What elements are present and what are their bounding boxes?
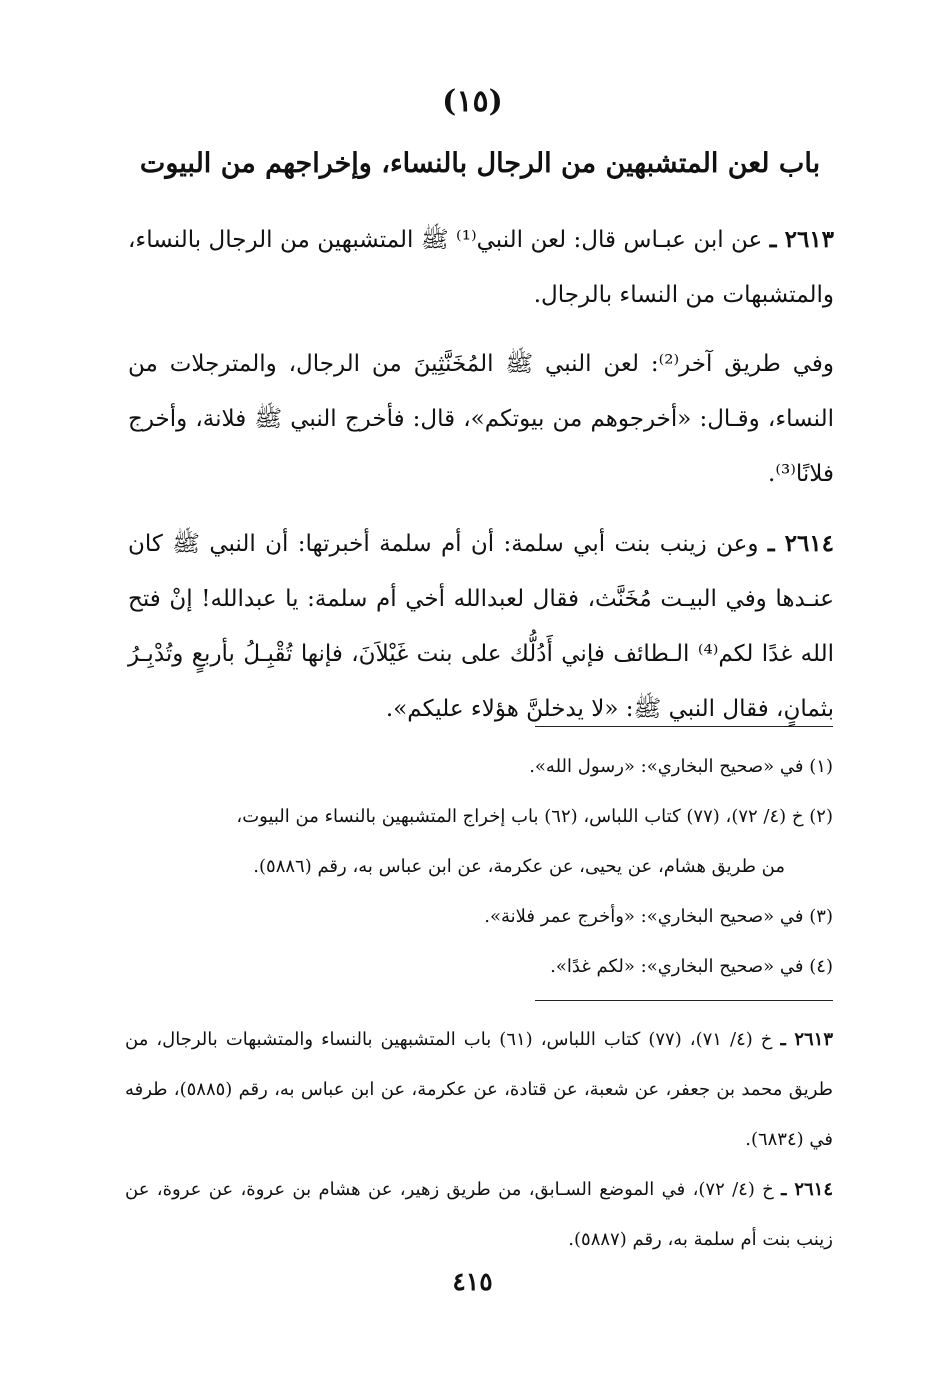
hadith-text: وعن زينب بنت أبي سلمة: أن أم سلمة أخبرتها: أن النبي ﷺ كان عنـدها وفي البيـت مُخَنَّث، فقال لعبدالله أخي أم سلمة: يا عبدالله! إنْ فتح الله غدًا لكم⁽⁴⁾ الـطائف فإني أَدُلُّك على بنت غَيْلاَنَ، فإنها تُقْبِـلُ بأربعٍ وتُدْبِـرُ بثمانٍ، فقال النبي ﷺ: «لا يدخلنَّ هؤلاء عليكم».: [128, 531, 834, 722]
hadith-number: ٢٦١٤ ـ: [767, 530, 835, 557]
footnote-divider: [535, 726, 833, 727]
footnote-text: في «صحيح البخاري»: «لكم غدًا».: [550, 956, 804, 977]
footnote-text: خ (٤/ ٧٢)، (٧٧) كتاب اللباس، (٦٢) باب إخراج المتشبهين بالنساء من البيوت،: [236, 806, 804, 827]
hadith-2613: [128, 212, 834, 323]
footnotes: [130, 742, 833, 992]
footnote-text: في «صحيح البخاري»: «رسول الله».: [529, 756, 804, 777]
footnote-marker: (٢): [809, 806, 833, 827]
hadith-text: عن ابن عبـاس قال: لعن النبي⁽¹⁾ ﷺ المتشبهين من الرجال بالنساء، والمتشبهات من النساء بالرجال.: [128, 227, 834, 308]
reference-2613: [125, 1015, 833, 1165]
hadith-2614: [128, 516, 834, 737]
hadith-references: [125, 1015, 833, 1265]
footnote-text: في «صحيح البخاري»: «وأخرج عمر فلانة».: [484, 906, 804, 927]
references-divider: [535, 1000, 833, 1001]
footnote-1: [130, 742, 833, 792]
footnote-3: [130, 892, 833, 942]
footnote-2: [130, 792, 833, 892]
hadith-2613-other-route: [128, 337, 834, 502]
footnote-marker: (٣): [809, 906, 833, 927]
footnote-continuation: من طريق هشام، عن يحيى، عن عكرمة، عن ابن عباس به، رقم (٥٨٨٦).: [253, 856, 785, 877]
reference-2614: [125, 1165, 833, 1265]
chapter-number: (١٥): [442, 84, 503, 119]
footnote-4: [130, 942, 833, 992]
hadith-text: وفي طريق آخر⁽²⁾: لعن النبي ﷺ المُخَنَّثِينَ من الرجال، والمترجلات من النساء، وقـال: «أخرجوهم من بيوتكم»، قال: فأخرج النبي ﷺ فلانة، وأخرج فلانًا⁽³⁾.: [128, 351, 835, 487]
hadith-body: [128, 212, 834, 751]
reference-number: ٢٦١٤ ـ: [781, 1179, 833, 1200]
page-number: ٤١٥: [452, 1267, 493, 1296]
footnote-marker: (١): [809, 756, 833, 777]
reference-text: خ (٤/ ٧٢)، في الموضع السـابق، من طريق زهير، عن هشام بن عروة، عن عروة، عن زينب بنت أم سلمة به، رقم (٥٨٨٧).: [125, 1179, 833, 1250]
hadith-number: ٢٦١٣ ـ: [769, 226, 835, 253]
chapter-title: باب لعن المتشبهين من الرجال بالنساء، وإخراجهم من البيوت: [139, 148, 821, 179]
footnote-marker: (٤): [809, 956, 833, 977]
reference-number: ٢٦١٣ ـ: [780, 1029, 833, 1050]
reference-text: خ (٤/ ٧١)، (٧٧) كتاب اللباس، (٦١) باب المتشبهين بالنساء والمتشبهات بالرجال، من طريق محمد بن جعفر، عن شعبة، عن قتادة، عن عكرمة، عن ابن عباس به، رقم (٥٨٨٥)، طرفه في (٦٨٣٤).: [125, 1029, 833, 1150]
